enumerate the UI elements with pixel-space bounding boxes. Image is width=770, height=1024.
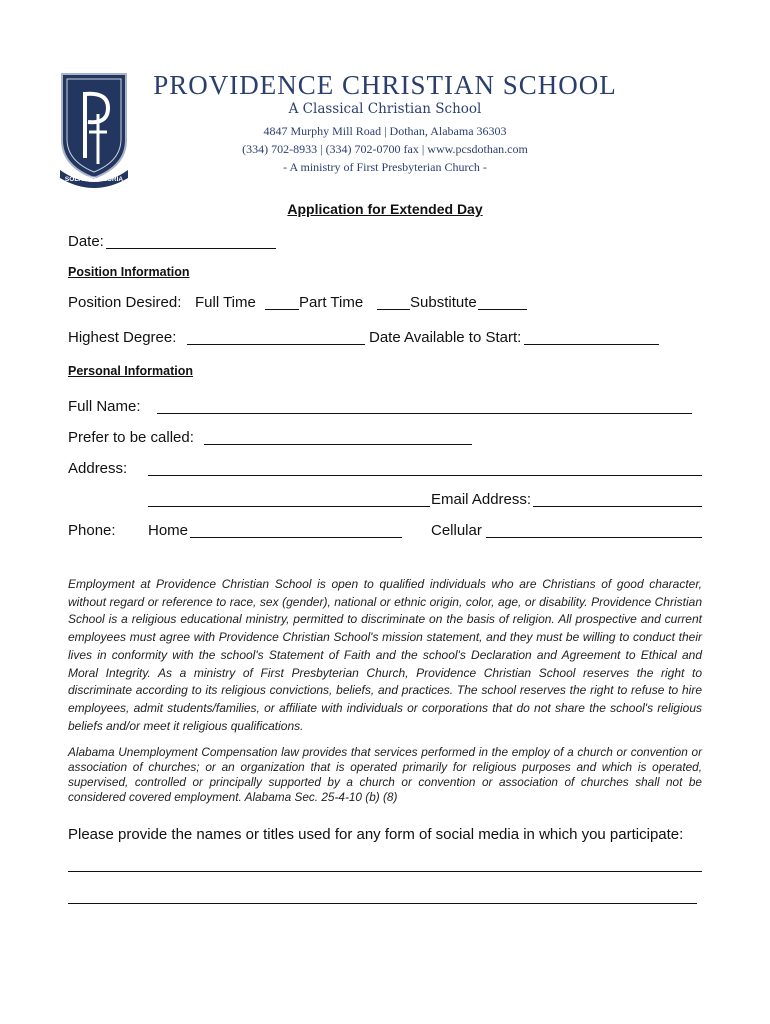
date-available-label: Date Available to Start:: [369, 329, 522, 346]
school-tagline: A Classical Christian School: [288, 101, 482, 117]
part-time-label: Part Time: [299, 294, 364, 311]
substitute-label: Substitute: [410, 294, 477, 311]
full-time-label: Full Time: [195, 294, 256, 311]
school-name: PROVIDENCE CHRISTIAN SCHOOL: [153, 70, 617, 100]
form-title: Application for Extended Day: [287, 201, 483, 217]
full-time-blank[interactable]: [265, 309, 299, 310]
date-label: Date:: [68, 233, 104, 250]
phone-label: Phone:: [68, 522, 116, 539]
cell-phone-line[interactable]: [486, 537, 702, 538]
crest-motto: SOLI DEO GLORIA: [64, 176, 124, 183]
personal-section-heading: Personal Information: [68, 364, 194, 378]
email-line[interactable]: [533, 506, 702, 507]
address-label: Address:: [68, 460, 128, 477]
alabama-law-statement: Alabama Unemployment Compensation law provides that services performed in the employ of a church or convention or association of churches; or an organization that is operated primarily for religious purposes and which is operated, supervised, controlled or principally supported by a church or convention or association of churches shall not be considered covered employment. Alabama Sec. 25-4-10 (b) (8): [68, 745, 702, 804]
full-name-line[interactable]: [157, 413, 692, 414]
school-address: 4847 Murphy Mill Road | Dothan, Alabama 36303: [263, 124, 507, 138]
position-section-heading: Position Information: [68, 265, 190, 279]
full-name-label: Full Name:: [68, 398, 141, 415]
home-phone-label: Home: [148, 522, 189, 539]
home-phone-line[interactable]: [190, 537, 402, 538]
part-time-blank[interactable]: [377, 309, 410, 310]
address-line-1[interactable]: [148, 475, 702, 476]
school-crest-logo: [58, 70, 130, 188]
social-media-line-2[interactable]: [68, 903, 697, 904]
school-contact: (334) 702-8933 | (334) 702-0700 fax | www.pcsdothan.com: [242, 142, 528, 156]
date-available-line[interactable]: [524, 344, 659, 345]
date-field-line[interactable]: [106, 248, 276, 249]
position-desired-label: Position Desired:: [68, 294, 182, 311]
highest-degree-label: Highest Degree:: [68, 329, 177, 346]
substitute-blank[interactable]: [478, 309, 527, 310]
prefer-called-label: Prefer to be called:: [68, 429, 194, 446]
prefer-called-line[interactable]: [204, 444, 472, 445]
social-media-question: Please provide the names or titles used for any form of social media in which you participate:: [68, 826, 684, 843]
employment-statement: Employment at Providence Christian School is open to qualified individuals who are Christians of good character, without regard or reference to race, sex (gender), national or ethnic origin, color, age, or disability. Providence Christian School is a religious educational ministry, permitted to discriminate on the basis of religion. All prospective and current employees must agree with Providence Christian School's mission statement, and they must be willing to conduct their lives in conformity with the school's Statement of Faith and the school's Declaration and Agreement to Ethical and Moral Integrity. As a ministry of First Presbyterian Church, Providence Christian School reserves the right to discriminate according to its religious convictions, beliefs, and practices. The school reserves the right to refuse to hire employees, admit students/families, or affiliate with individuals or corporations that do not share the school's religious beliefs and/or meet it religious qualifications.: [68, 577, 702, 733]
cell-phone-label: Cellular: [431, 522, 482, 539]
highest-degree-line[interactable]: [187, 344, 365, 345]
email-label: Email Address:: [431, 491, 532, 508]
social-media-line-1[interactable]: [68, 871, 702, 872]
school-ministry: - A ministry of First Presbyterian Church -: [283, 160, 487, 174]
address-line-2[interactable]: [148, 506, 430, 507]
